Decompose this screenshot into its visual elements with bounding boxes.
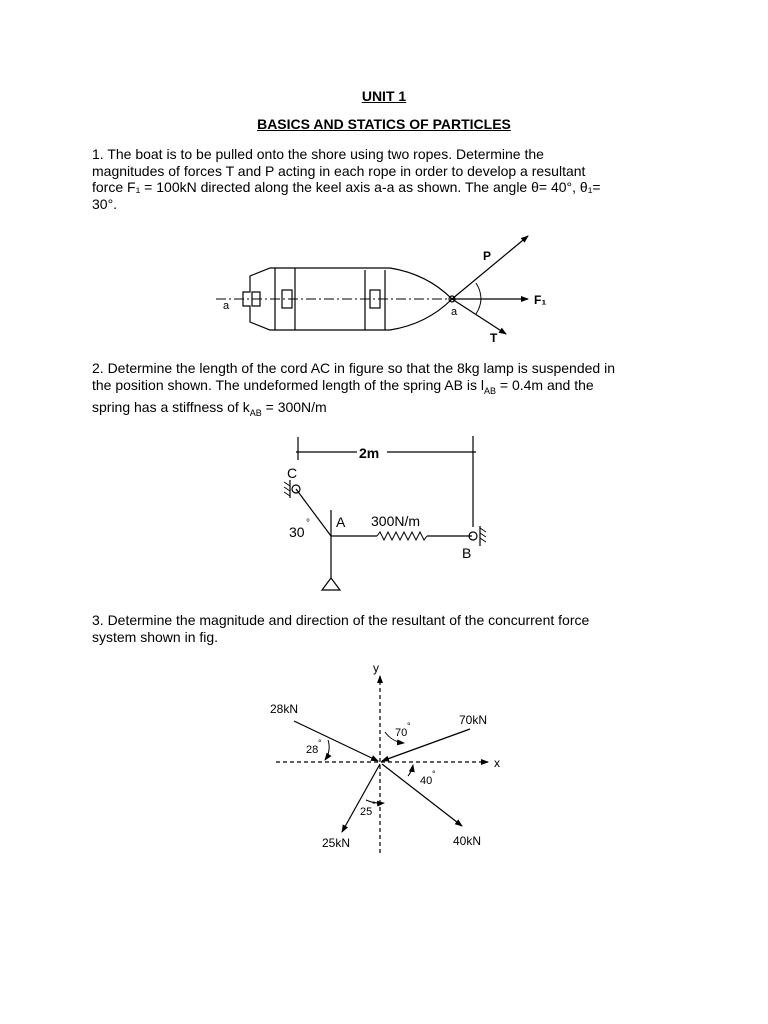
spring-ab bbox=[377, 532, 427, 540]
angle-70-degree: ° bbox=[407, 721, 411, 731]
point-c-label: C bbox=[287, 465, 298, 481]
force-40kn-arrow bbox=[382, 764, 462, 826]
force-t-label: T bbox=[490, 331, 498, 345]
spring-stiffness-label: 300N/m bbox=[371, 513, 421, 529]
subscript-ab-2: AB bbox=[249, 407, 262, 418]
force-40kn-label: 40kN bbox=[453, 834, 482, 848]
force-system-figure bbox=[276, 676, 488, 853]
angle-28-label: 28 bbox=[306, 744, 319, 756]
angle-arc-28 bbox=[325, 740, 329, 760]
problem-3-line-2: system shown in fig. bbox=[92, 628, 219, 645]
force-25kn-arrow bbox=[342, 764, 380, 832]
angle-30-degree: ° bbox=[306, 518, 310, 529]
angle-arc-40 bbox=[408, 765, 413, 776]
wall-c-hatch bbox=[284, 482, 290, 496]
angle-40-degree: ° bbox=[432, 769, 436, 779]
force-25kn-label: 25kN bbox=[322, 836, 351, 850]
section-title: BASICS AND STATICS OF PARTICLES bbox=[257, 116, 511, 132]
boat-figure bbox=[216, 236, 528, 334]
angle-25-label: 25 bbox=[360, 806, 373, 818]
angle-28-degree: ° bbox=[318, 738, 322, 748]
y-axis-label: y bbox=[373, 661, 379, 675]
angle-70-label: 70 bbox=[395, 727, 408, 739]
angle-40-label: 40 bbox=[420, 775, 433, 787]
point-b-label: B bbox=[462, 545, 472, 561]
axis-label-right: a bbox=[451, 306, 458, 318]
force-p-arrow bbox=[452, 236, 528, 299]
subscript-ab: AB bbox=[484, 385, 497, 396]
angle-25-degree: ° bbox=[372, 800, 376, 810]
point-a-label: A bbox=[336, 514, 346, 530]
problem-1-line-3: force F₁ = 100kN directed along the keel axis a-a as shown. The angle θ= 40°, θ₁= bbox=[92, 179, 601, 195]
wall-b-hatch bbox=[480, 528, 486, 542]
force-28kn-label: 28kN bbox=[270, 702, 299, 716]
force-t-arrow bbox=[452, 299, 506, 334]
lamp bbox=[322, 578, 340, 590]
span-label: 2m bbox=[359, 445, 380, 461]
force-70kn-label: 70kN bbox=[459, 713, 488, 727]
problem-1-line-1: 1. The boat is to be pulled onto the shore using two ropes. Determine the bbox=[92, 146, 544, 162]
x-axis-label: x bbox=[494, 756, 500, 770]
problem-1-line-4: 30°. bbox=[92, 195, 118, 212]
angle-arc-theta bbox=[476, 283, 481, 299]
problem-2-line-1: 2. Determine the length of the cord AC in figure so that the 8kg lamp is suspended in bbox=[92, 360, 615, 376]
problem-2-line-3-tail: = 300N/m bbox=[261, 398, 327, 415]
axis-label-left: a bbox=[223, 300, 230, 312]
force-p-label: P bbox=[483, 249, 492, 263]
problem-2-line-2-head: the position shown. The undeformed length of the spring AB is l bbox=[92, 376, 484, 393]
problem-1-line-2: magnitudes of forces T and P acting in each rope in order to develop a resultant bbox=[92, 162, 586, 179]
angle-arc-theta1 bbox=[476, 299, 481, 314]
problem-2-line-3-head: spring has a stiffness of k bbox=[92, 398, 250, 415]
unit-title: UNIT 1 bbox=[361, 88, 407, 104]
problem-3-line-1: 3. Determine the magnitude and direction of the resultant of the concurrent force bbox=[92, 612, 590, 628]
force-f1-label: F₁ bbox=[534, 293, 547, 307]
angle-30-label: 30 bbox=[289, 524, 305, 540]
problem-2-line-2-tail: = 0.4m and the bbox=[496, 376, 594, 393]
